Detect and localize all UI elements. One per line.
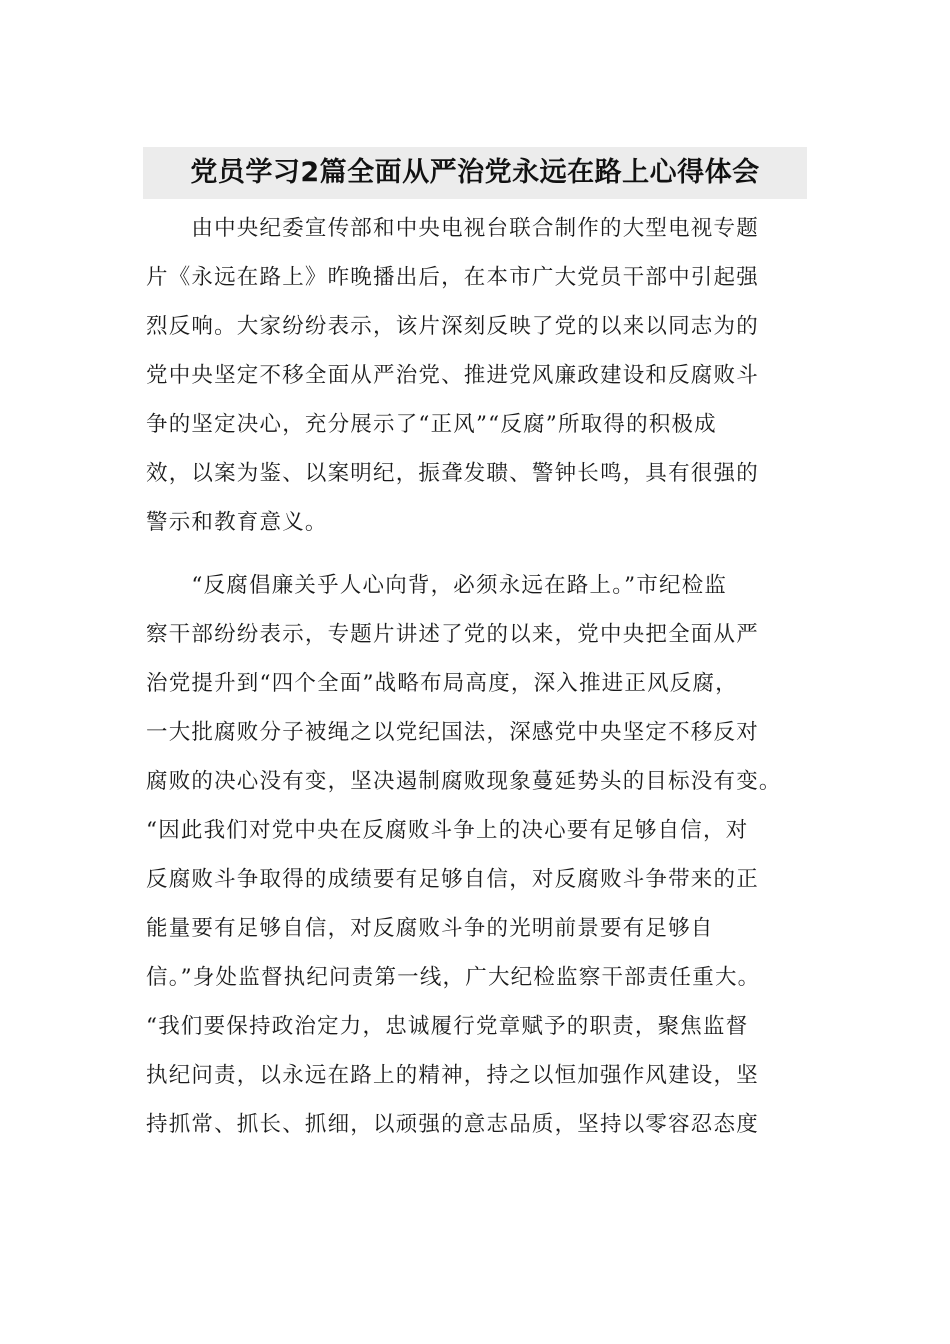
text-line: 警示和教育意义。: [146, 510, 328, 535]
text-line: 片《永远在路上》昨晚播出后，在本市广大党员干部中引起强: [146, 265, 759, 290]
text-line: “因此我们对党中央在反腐败斗争上的决心要有足够自信，对: [146, 818, 749, 843]
document-body: [146, 204, 806, 1149]
text-line: 反腐败斗争取得的成绩要有足够自信，对反腐败斗争带来的正: [146, 867, 759, 892]
text-line: 执纪问责，以永远在路上的精神，持之以恒加强作风建设，坚: [146, 1063, 759, 1088]
text-line: 治党提升到“四个全面”战略布局高度，深入推进正风反腐，: [146, 671, 738, 696]
text-line: 效，以案为鉴、以案明纪，振聋发聩、警钟长鸣，具有很强的: [146, 461, 759, 486]
text-line: 一大批腐败分子被绳之以党纪国法，深感党中央坚定不移反对: [146, 720, 759, 745]
text-line: 腐败的决心没有变，坚决遏制腐败现象蔓延势头的目标没有变。: [146, 769, 782, 794]
text-line: 烈反响。大家纷纷表示，该片深刻反映了党的以来以同志为的: [146, 314, 759, 339]
text-line: “我们要保持政治定力，忠诚履行党章赋予的职责，聚焦监督: [146, 1014, 749, 1039]
text-line: 能量要有足够自信，对反腐败斗争的光明前景要有足够自: [146, 916, 714, 941]
text-line: 争的坚定决心，充分展示了“正风”“反腐”所取得的积极成: [146, 412, 717, 437]
text-line: 信。”身处监督执纪问责第一线，广大纪检监察干部责任重大。: [146, 965, 761, 990]
page-title: 党员学习2篇全面从严治党永远在路上心得体会: [190, 157, 760, 188]
text-line: 持抓常、抓长、抓细，以顽强的意志品质，坚持以零容忍态度: [146, 1112, 759, 1137]
text-line: 察干部纷纷表示，专题片讲述了党的以来，党中央把全面从严: [146, 622, 759, 647]
text-line: 由中央纪委宣传部和中央电视台联合制作的大型电视专题: [146, 216, 759, 241]
text-line: 党中央坚定不移全面从严治党、推进党风廉政建设和反腐败斗: [146, 363, 759, 388]
text-line: “反腐倡廉关乎人心向背，必须永远在路上。”市纪检监: [146, 573, 728, 598]
